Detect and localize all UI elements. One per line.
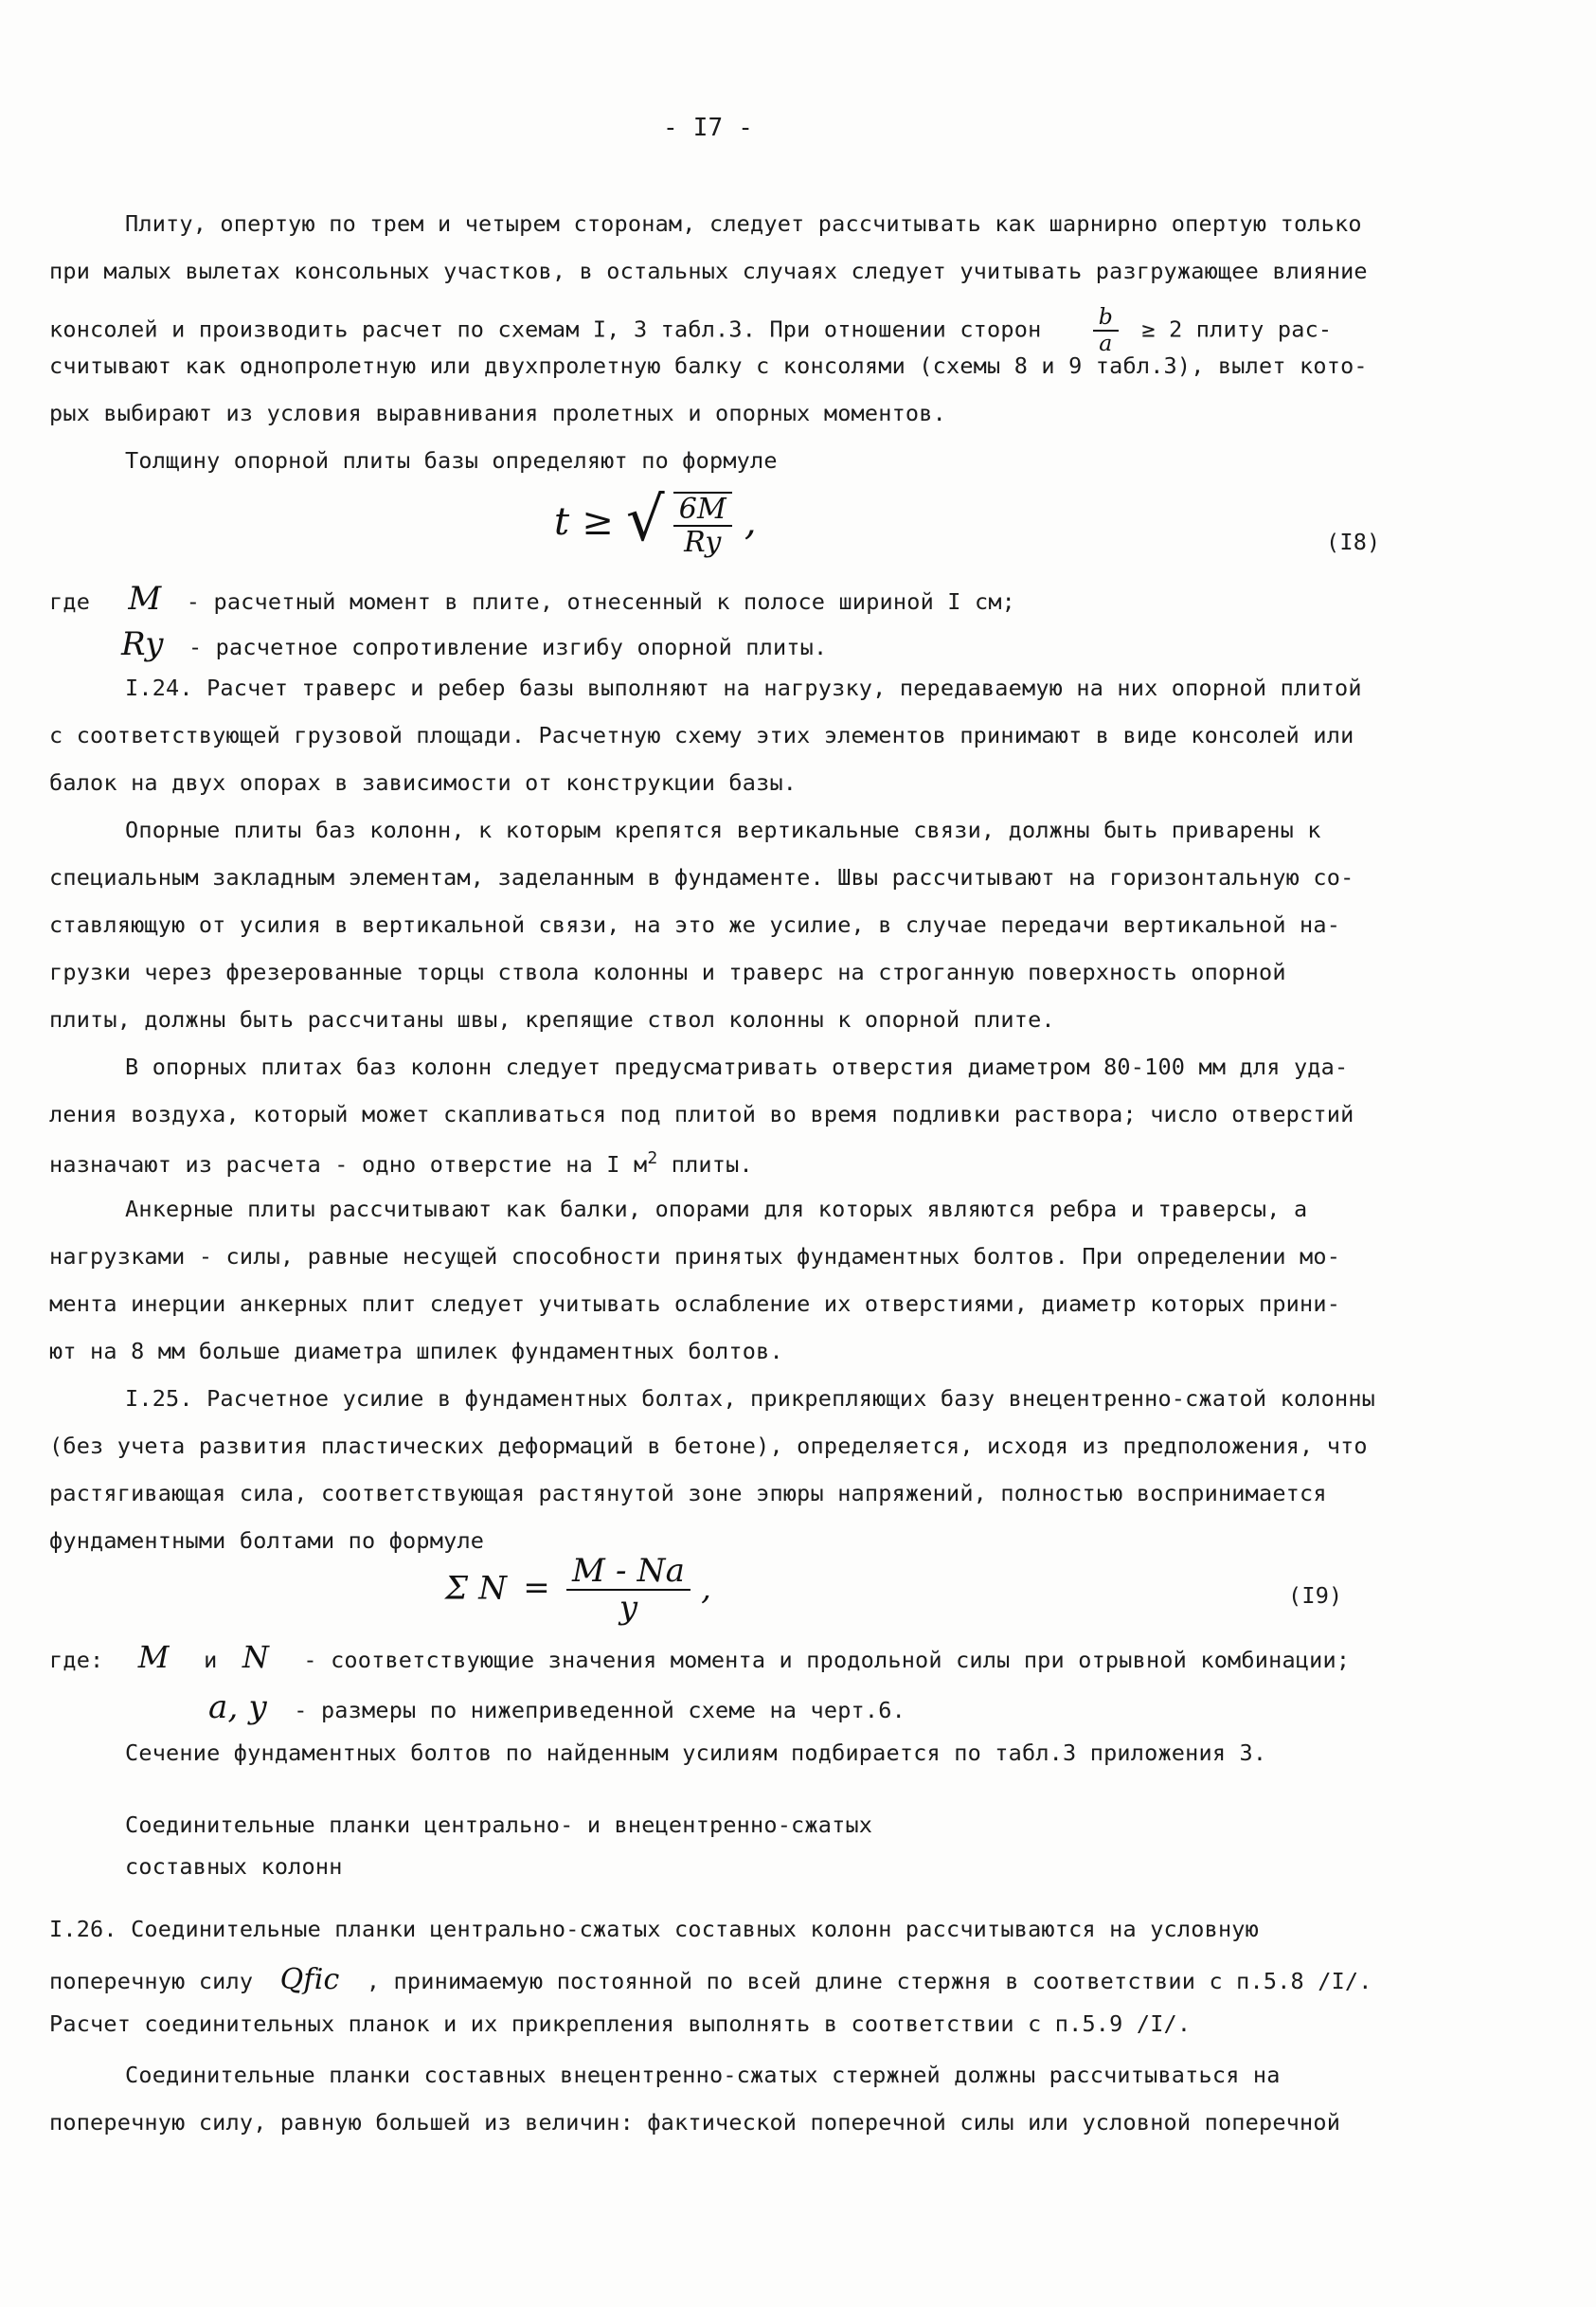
text-line: Толщину опорной плиты базы определяют по формуле (125, 447, 778, 474)
formula-19: Σ N = $\frac{M - Na}{y}$ , (445, 1552, 712, 1628)
text-line: поперечную силу, равную большей из величин: фактической поперечной силы или условной поперечной (49, 2109, 1341, 2136)
equation-number: (I9) (1288, 1582, 1343, 1609)
text-line: I.24. Расчет траверс и ребер базы выполняют на нагрузку, передаваемую на них опорной плитой (125, 675, 1362, 701)
text-line: ют на 8 мм больше диаметра шпилек фундаментных болтов. (49, 1338, 783, 1364)
section-heading: составных колонн (125, 1853, 343, 1880)
text-line: специальным закладным элементам, заделанным в фундаменте. Швы рассчитывают на горизонтальную со- (49, 864, 1354, 891)
text-line: при малых вылетах консольных участков, в остальных случаях следует учитывать разгружающее влияние (49, 258, 1368, 284)
where-line: где M - расчетный момент в плите, отнесенный к полосе шириной I см; (49, 580, 1016, 618)
text-line: В опорных плитах баз колонн следует предусматривать отверстия диаметром 80-100 мм для уда- (125, 1054, 1349, 1080)
text-line: ставляющую от усилия в вертикальной связи, на это же усилие, в случае передачи вертикальной на- (49, 911, 1341, 938)
text-line: растягивающая сила, соответствующая растянутой зоне эпюры напряжений, полностью воспринимается (49, 1480, 1327, 1506)
text-line: Расчет соединительных планок и их прикрепления выполнять в соответствии с п.5.9 /I/. (49, 2010, 1192, 2037)
text-line: мента инерции анкерных плит следует учитывать ослабление их отверстиями, диаметр которых прини- (49, 1290, 1341, 1317)
text-line: Опорные плиты баз колонн, к которым крепятся вертикальные связи, должны быть приварены к (125, 817, 1321, 843)
where-line: где: M и N - соответствующие значения момента и продольной силы при отрывной комбинации; (49, 1639, 1351, 1675)
sqrt-sign: √ (625, 485, 665, 555)
section-heading: Соединительные планки центрально- и внецентренно-сжатых (125, 1811, 873, 1838)
text-line: считывают как однопролетную или двухпролетную балку с консолями (схемы 8 и 9 табл.3), вылет кото- (49, 352, 1368, 379)
text-line: Соединительные планки составных внецентренно-сжатых стержней должны рассчитываться на (125, 2062, 1281, 2088)
where-line: a, y - размеры по нижеприведенной схеме на черт.6. (208, 1688, 906, 1726)
equation-number: (I8) (1326, 529, 1381, 555)
text-line: ления воздуха, который может скапливаться под плитой во время подливки раствора; число отверстий (49, 1101, 1354, 1127)
text-line: грузки через фрезерованные торцы ствола колонны и траверс на строганную поверхность опорной (49, 959, 1286, 985)
text-line: с соответствующей грузовой площади. Расчетную схему этих элементов принимают в виде консолей или (49, 722, 1354, 748)
text-line: балок на двух опорах в зависимости от конструкции базы. (49, 769, 798, 796)
text-line: консолей и производить расчет по схемам I, 3 табл.3. При отношении сторон $\frac{b}{a}$ ≥ 2 плиту рас- (49, 303, 1333, 356)
page-number: - I7 - (663, 114, 754, 142)
text-line: рых выбирают из условия выравнивания пролетных и опорных моментов. (49, 400, 946, 426)
ratio-b-over-a: $\frac{b}{a}$ (1093, 305, 1119, 356)
text-line: назначают из расчета - одно отверстие на I $м^2$ плиты. (49, 1148, 753, 1178)
text-line: поперечную силу Qfic , принимаемую постоянной по всей длине стержня в соответствии с п.5.8 /I/. (49, 1963, 1372, 1996)
text-line: (без учета развития пластических деформаций в бетоне), определяется, исходя из предположения, что (49, 1433, 1368, 1459)
text-line: нагрузками - силы, равные несущей способности принятых фундаментных болтов. При определении мо- (49, 1243, 1341, 1270)
text-line: фундаментными болтами по формуле (49, 1527, 485, 1554)
where-line: Ry - расчетное сопротивление изгибу опорной плиты. (121, 625, 828, 663)
text-line: Плиту, опертую по трем и четырем сторонам, следует рассчитывать как шарнирно опертую только (125, 210, 1362, 237)
text-line: Сечение фундаментных болтов по найденным усилиям подбирается по табл.3 приложения 3. (125, 1739, 1267, 1766)
formula-18: t ≥ √ $\frac{6M}{Ry}$ , (554, 485, 757, 559)
text-line: плиты, должны быть рассчитаны швы, крепящие ствол колонны к опорной плите. (49, 1006, 1055, 1033)
text-line: I.25. Расчетное усилие в фундаментных болтах, прикрепляющих базу внецентренно-сжатой колонны (125, 1385, 1376, 1412)
text-line: Анкерные плиты рассчитывают как балки, опорами для которых являются ребра и траверсы, а (125, 1196, 1308, 1222)
text-line: I.26. Соединительные планки центрально-сжатых составных колонн рассчитываются на условную (49, 1916, 1259, 1942)
